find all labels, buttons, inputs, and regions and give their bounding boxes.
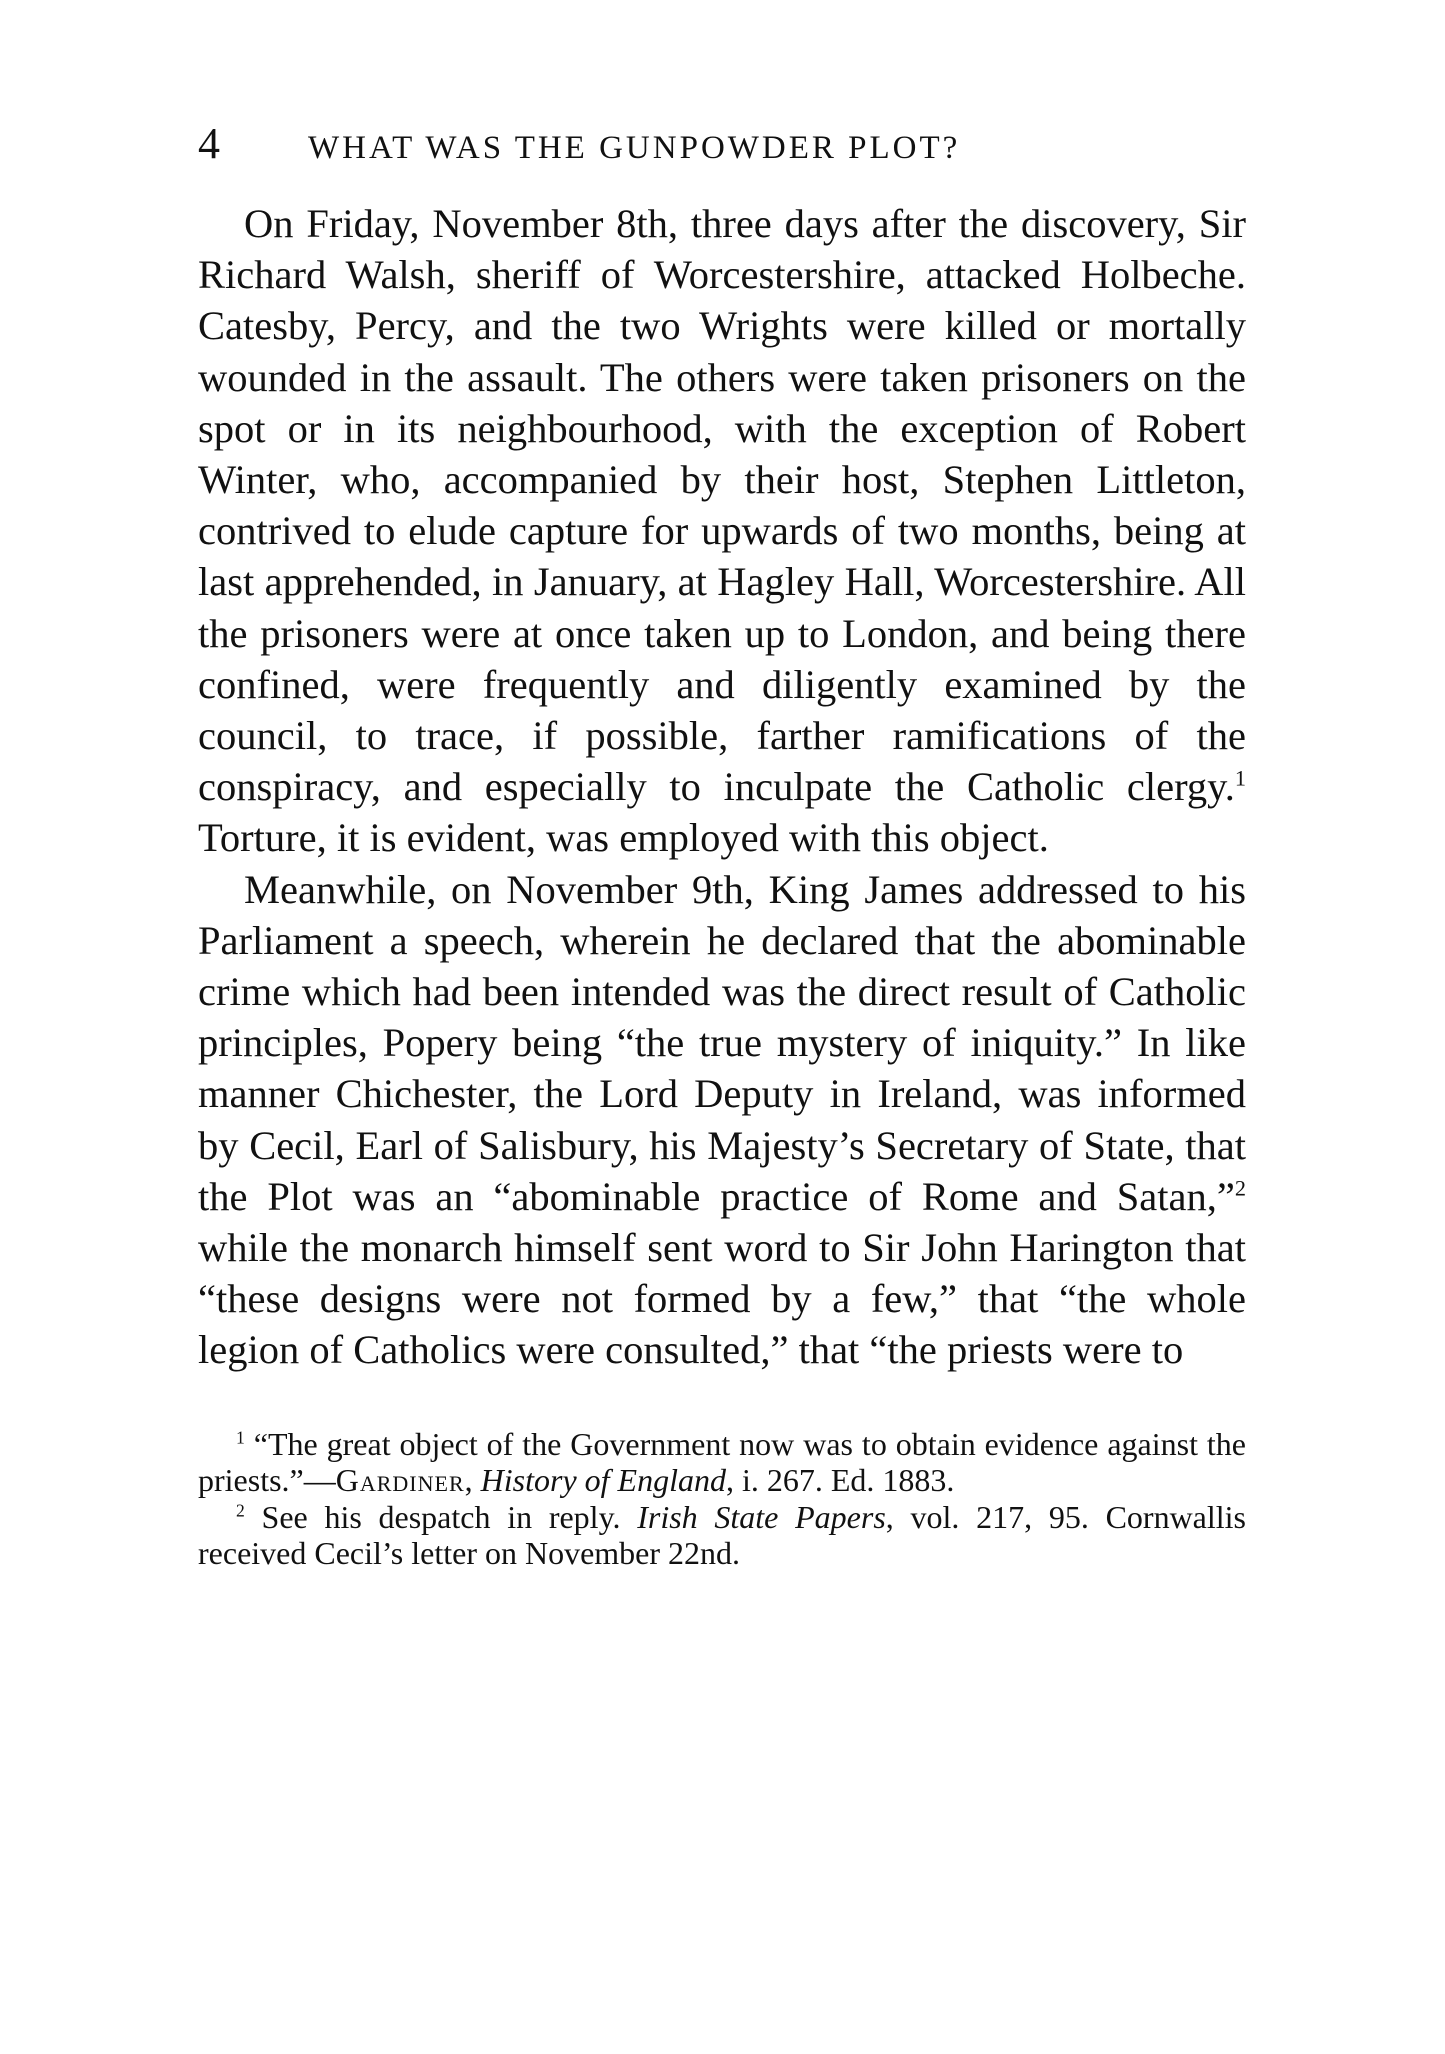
page-number: 4	[198, 119, 220, 168]
body-text	[198, 198, 1246, 1376]
footnote	[198, 1426, 1246, 1499]
footnote-reference: 2	[1234, 1175, 1246, 1201]
paragraph-text-continued: Torture, it is evident, was employed with this object.	[198, 815, 1049, 861]
page-header	[198, 118, 1246, 168]
footnote-reference: 1	[1234, 765, 1246, 791]
paragraph	[198, 864, 1246, 1376]
footnote-text: “The great object of the Government now was to obtain evidence against the priests.”—	[198, 1425, 1246, 1499]
footnote-author: Gardiner	[335, 1462, 465, 1499]
paragraph	[198, 198, 1246, 864]
footnote-marker: 2	[236, 1500, 245, 1521]
running-title: WHAT WAS THE GUNPOWDER PLOT?	[308, 130, 961, 166]
book-page	[198, 118, 1246, 1572]
footnote-text-continued: , vol. 217, 95. Cornwallis received Cecil’s letter on November 22nd.	[198, 1498, 1246, 1572]
footnote-text-continued: , i. 267. Ed. 1883.	[725, 1462, 955, 1499]
footnote	[198, 1499, 1246, 1572]
footnotes	[198, 1426, 1246, 1572]
footnote-title: History of England	[480, 1462, 726, 1499]
footnote-title: Irish State Papers	[637, 1498, 886, 1535]
paragraph-text: Meanwhile, on November 9th, King James addressed to his Parliament a speech, wherein he declared that the abominable crime which had been intended was the direct result of Catholic principles, Popery being “the true mystery of iniquity.” In like manner Chichester, the Lord Deputy in Ireland, was informed by Cecil, Earl of Salisbury, his Majesty’s Secretary of State, that the Plot was an “abominable practice of Rome and Satan,”	[198, 866, 1246, 1219]
paragraph-text-continued: while the monarch himself sent word to Sir John Harington that “these designs were not formed by a few,” that “the whole legion of Catholics were consulted,” that “the priests were to	[198, 1225, 1246, 1373]
footnote-text: See his despatch in reply.	[244, 1498, 638, 1535]
footnote-separator: ,	[464, 1462, 481, 1499]
paragraph-text: On Friday, November 8th, three days after the discovery, Sir Richard Walsh, sheriff of Worcestershire, attacked Holbeche. Catesby, Percy, and the two Wrights were killed or mortally wounded in the assault. The others were taken prisoners on the spot or in its neighbourhood, with the exception of Robert Winter, who, accompanied by their host, Stephen Littleton, contrived to elude capture for upwards of two months, being at last apprehended, in January, at Hagley Hall, Worcestershire. All the prisoners were at once taken up to London, and being there confined, were frequently and diligently examined by the council, to trace, if possible, farther ramifications of the conspiracy, and especially to inculpate the Catholic clergy.	[198, 201, 1246, 810]
footnote-marker: 1	[236, 1427, 245, 1448]
